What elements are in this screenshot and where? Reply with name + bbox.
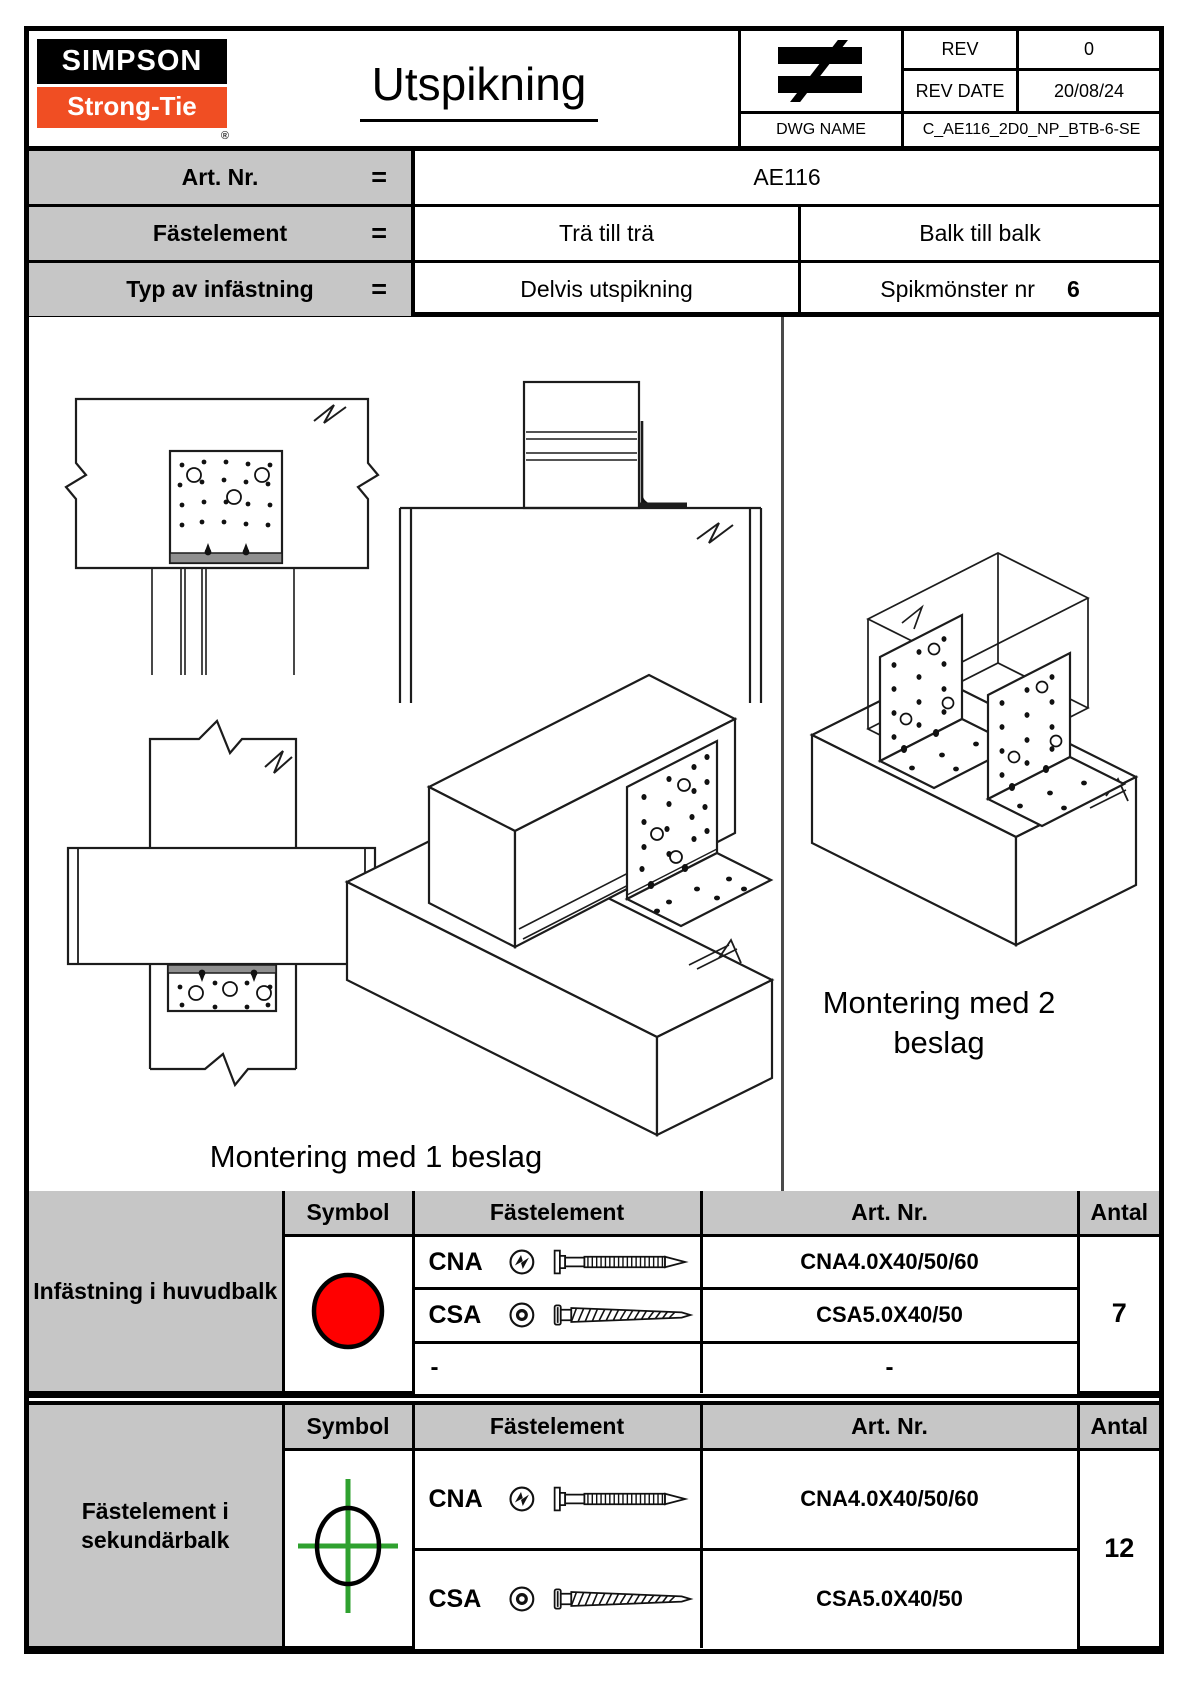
- info-label-text: Typ av infästning: [126, 276, 314, 302]
- cna-head-icon: [507, 1245, 537, 1279]
- artnr-value: CNA4.0X40/50/60: [701, 1235, 1078, 1288]
- rev-label: REV: [904, 31, 1016, 71]
- column-header-artnr: Art. Nr.: [701, 1405, 1078, 1449]
- title-block: [738, 31, 1159, 146]
- fastener-code: CNA: [428, 1247, 483, 1276]
- artnr-value: CSA5.0X40/50: [701, 1289, 1078, 1342]
- qty-value: 12: [1078, 1449, 1159, 1647]
- info-value-wood: Trä till trä: [415, 207, 801, 260]
- green-crosshair-symbol-icon: [283, 1449, 413, 1647]
- column-header-fastener: Fästelement: [413, 1405, 701, 1449]
- simpson-strongtie-logo: [37, 39, 229, 142]
- fastener-cell: [413, 1449, 701, 1549]
- artnr-value: CNA4.0X40/50/60: [701, 1449, 1078, 1549]
- pattern-number: 6: [1066, 276, 1080, 302]
- info-value-pattern: [801, 263, 1159, 316]
- info-table: [29, 151, 1159, 317]
- caption-montage-1: Montering med 1 beslag: [209, 1139, 543, 1174]
- fastener-code: CSA: [428, 1300, 482, 1329]
- column-header-artnr: Art. Nr.: [701, 1191, 1078, 1235]
- qty-value: 7: [1078, 1235, 1159, 1392]
- csa-head-icon: [507, 1298, 537, 1332]
- csa-head-icon: [507, 1582, 537, 1616]
- info-label: [29, 207, 415, 260]
- csa-screw-drawing: [552, 1579, 699, 1619]
- top-view: [68, 721, 375, 1085]
- sheet-header: [29, 31, 1159, 151]
- info-label-text: Art. Nr.: [181, 164, 259, 190]
- red-circle-symbol-icon: [283, 1235, 413, 1392]
- iso-view-1: [347, 675, 772, 1135]
- column-header-qty: Antal: [1078, 1405, 1159, 1449]
- caption-montage-2: Montering med 2 beslag: [822, 985, 1056, 1061]
- rev-value: 0: [1016, 31, 1159, 71]
- info-row-artnr: [29, 151, 1159, 204]
- column-header-fastener: Fästelement: [413, 1191, 701, 1235]
- rev-date-value: 20/08/24: [1016, 71, 1159, 111]
- csa-screw-drawing: [552, 1295, 699, 1335]
- fastener-table-main-beam: [29, 1191, 1159, 1394]
- column-header-symbol: Symbol: [283, 1191, 413, 1235]
- break-mark-icon: [902, 607, 922, 629]
- table-row-label: Infästning i huvudbalk: [29, 1191, 283, 1393]
- logo-simpson: SIMPSON: [37, 39, 227, 84]
- info-row-fastelement: [29, 204, 1159, 260]
- info-value-artnr: AE116: [753, 164, 821, 190]
- pattern-label: Spikmönster nr: [880, 276, 1035, 302]
- rev-date-label: REV DATE: [915, 80, 1005, 101]
- info-row-type: [29, 260, 1159, 316]
- fastener-code: CNA: [428, 1484, 483, 1513]
- info-label-text: Fästelement: [152, 220, 288, 246]
- page-title: [229, 57, 729, 122]
- logo-strongtie: [37, 87, 229, 142]
- artnr-value: CSA5.0X40/50: [701, 1549, 1078, 1647]
- equals-sign: =: [371, 274, 387, 304]
- equals-sign: =: [371, 162, 387, 192]
- break-mark-icon: [697, 523, 733, 543]
- dwg-name-label: DWG NAME: [741, 111, 904, 146]
- info-label: [29, 263, 415, 316]
- fastener-table-secondary-beam: [29, 1405, 1159, 1649]
- page-title-text: Utspikning: [360, 57, 599, 122]
- side-view: [400, 382, 761, 703]
- iso-view-2: [812, 553, 1136, 945]
- front-view: [66, 399, 378, 675]
- drawing-region: [29, 317, 1159, 1191]
- dwg-name-value: C_AE116_2D0_NP_BTB-6-SE: [904, 111, 1159, 146]
- column-header-symbol: Symbol: [283, 1405, 413, 1449]
- info-label: [29, 151, 415, 204]
- equals-sign: =: [371, 218, 387, 248]
- artnr-value-empty: -: [701, 1342, 1078, 1392]
- drawing-sheet: [24, 26, 1164, 1654]
- table-row-label: Fästelement i sekundärbalk: [29, 1405, 283, 1648]
- info-value-nailing: Delvis utspikning: [415, 263, 801, 316]
- fastener-cell-empty: -: [413, 1342, 701, 1392]
- logo-strongtie-text: Strong-Tie: [67, 91, 197, 121]
- registered-mark: ®: [220, 130, 229, 142]
- table-separator: [29, 1394, 1159, 1405]
- cna-nail-drawing: [552, 1242, 699, 1282]
- fastener-cell: [413, 1289, 701, 1342]
- drawing-montage-1-beslag: [29, 317, 781, 1191]
- fastener-code: CSA: [428, 1584, 482, 1613]
- cna-nail-drawing: [552, 1479, 699, 1519]
- not-equal-icon: [741, 31, 904, 111]
- info-value-beam: Balk till balk: [919, 220, 1041, 246]
- cna-head-icon: [507, 1482, 537, 1516]
- column-header-qty: Antal: [1078, 1191, 1159, 1235]
- fastener-cell: [413, 1235, 701, 1288]
- fastener-cell: [413, 1549, 701, 1647]
